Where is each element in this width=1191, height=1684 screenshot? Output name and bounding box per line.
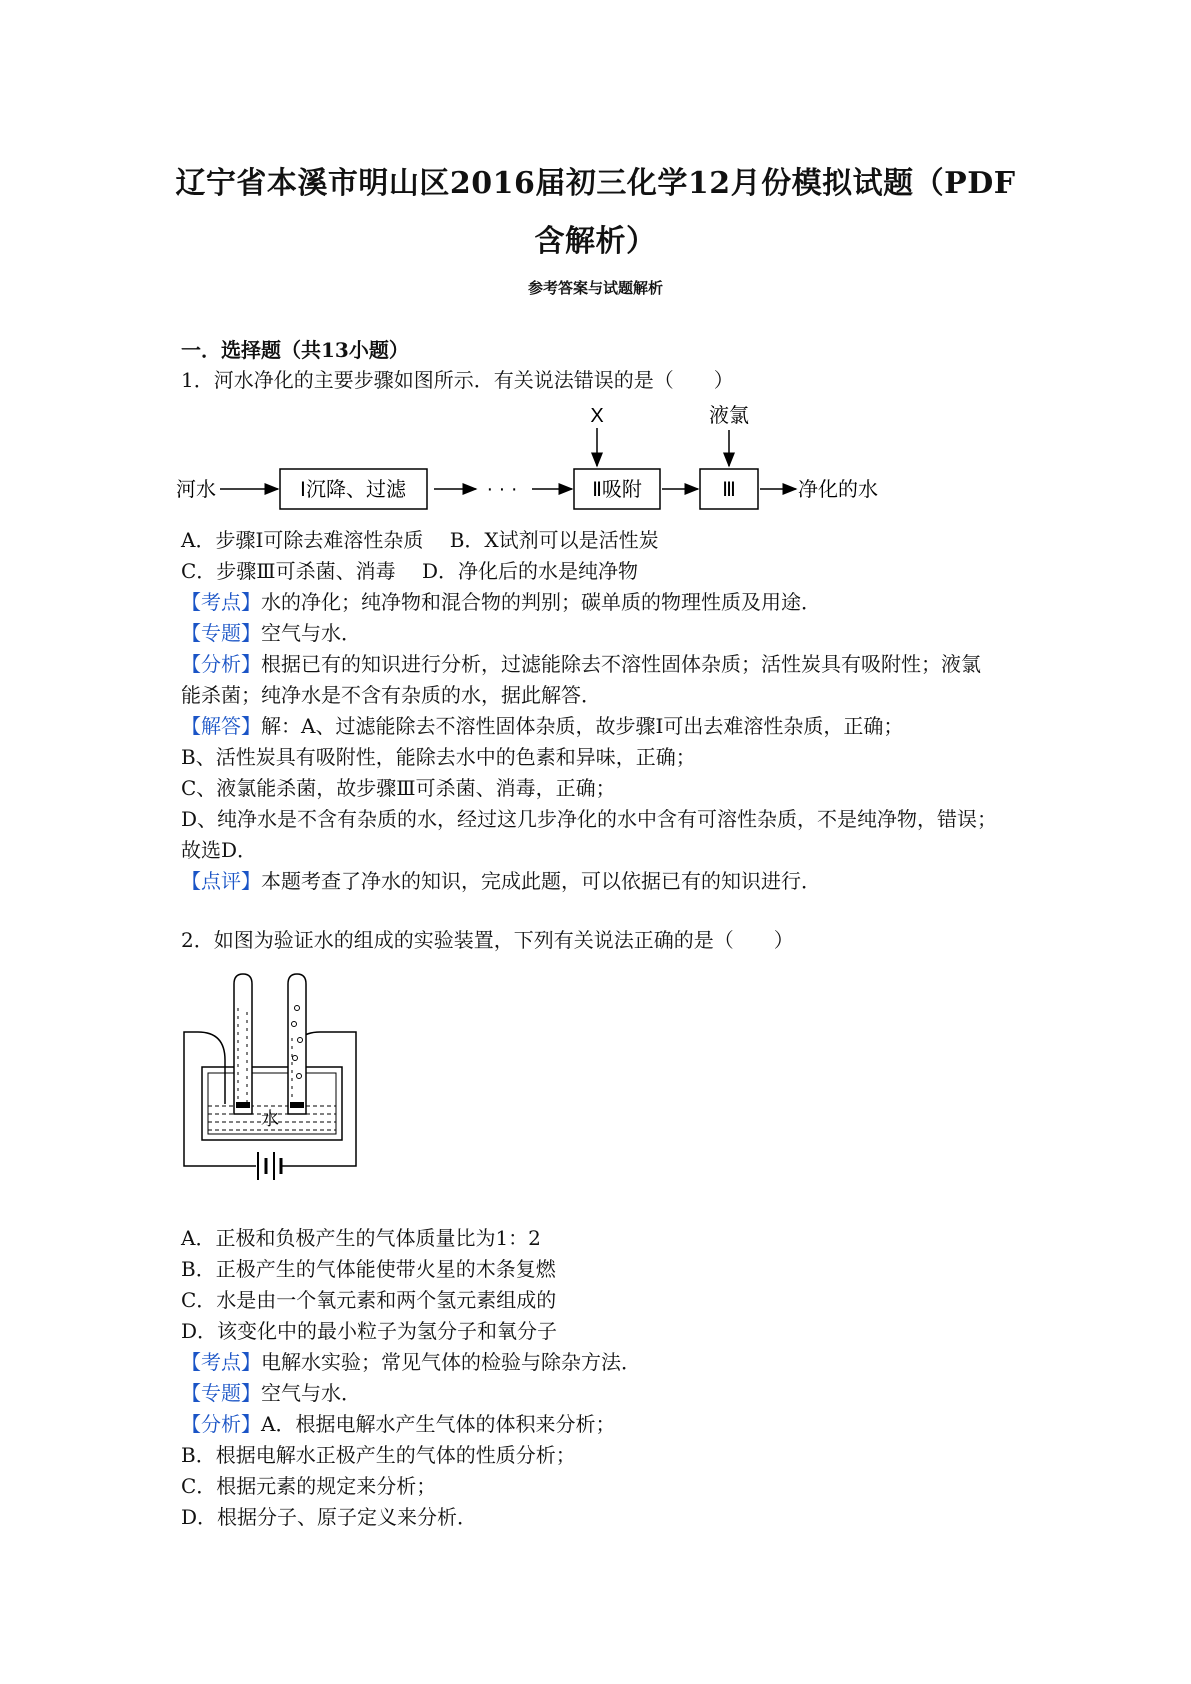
left-electrode <box>236 1102 250 1108</box>
q2-fenxi <box>181 1410 615 1438</box>
q1-options-cd: C．步骤Ⅲ可杀菌、消毒 D．净化后的水是纯净物 <box>181 559 638 583</box>
flow-reagent-x: X <box>590 405 604 427</box>
battery-icon <box>258 1152 281 1180</box>
q2-zhuanti <box>181 1379 361 1407</box>
fenxi-tag: 【分析】 <box>181 652 261 676</box>
q1-stem: 1．河水净化的主要步骤如图所示．有关说法错误的是（ ） <box>181 368 734 392</box>
flow-input-label: 河水 <box>176 479 216 501</box>
document-title-line2: 含解析） <box>534 224 657 259</box>
flow-step1-label: Ⅰ沉降、过滤 <box>300 479 406 501</box>
flow-output-label: 净化的水 <box>798 479 878 501</box>
q2-option-b: B．正极产生的气体能使带火星的木条复燃 <box>181 1257 556 1281</box>
q2-fenxi-d: D．根据分子、原子定义来分析． <box>181 1505 478 1529</box>
q1-zhuanti <box>181 619 361 647</box>
q1-fenxi-cont: 能杀菌；纯净水是不含有杂质的水，据此解答． <box>181 683 601 707</box>
flow-step3-label: Ⅲ <box>722 479 736 501</box>
water-label: 水 <box>261 1109 279 1129</box>
zhuanti-tag: 【专题】 <box>181 621 261 645</box>
document-title-line1: 辽宁省本溪市明山区2016届初三化学12月份模拟试题（PDF <box>175 166 1016 201</box>
q1-jieda <box>181 712 903 740</box>
fenxi-tag: 【分析】 <box>181 1412 261 1436</box>
kaodian-text: 水的净化；纯净物和混合物的判别；碳单质的物理性质及用途． <box>261 590 821 614</box>
jieda-tag: 【解答】 <box>181 714 261 738</box>
q1-options-ab: A．步骤Ⅰ可除去难溶性杂质 B．X试剂可以是活性炭 <box>181 528 659 552</box>
kaodian-tag: 【考点】 <box>181 1350 261 1374</box>
q2-fenxi-c: C．根据元素的规定来分析； <box>181 1474 437 1498</box>
fenxi-text-1: 根据已有的知识进行分析，过滤能除去不溶性固体杂质；活性炭具有吸附性；液氯 <box>261 652 981 676</box>
flow-reagent-chlorine: 液氯 <box>709 405 749 427</box>
dianping-text: 本题考查了净水的知识，完成此题，可以依据已有的知识进行． <box>261 869 821 893</box>
q1-dianping <box>181 867 821 895</box>
zhuanti-text: 空气与水． <box>261 621 361 645</box>
q1-jieda-d: D、纯净水是不含有杂质的水，经过这几步净化的水中含有可溶性杂质，不是纯净物，错误； <box>181 807 998 831</box>
left-test-tube <box>234 974 252 1114</box>
flow-step2-label: Ⅱ吸附 <box>592 479 642 501</box>
right-electrode <box>290 1102 304 1108</box>
document-subtitle: 参考答案与试题解析 <box>527 279 663 297</box>
kaodian-tag: 【考点】 <box>181 590 261 614</box>
zhuanti-text: 空气与水． <box>261 1381 361 1405</box>
zhuanti-tag: 【专题】 <box>181 1381 261 1405</box>
q2-stem: 2．如图为验证水的组成的实验装置，下列有关说法正确的是（ ） <box>181 928 794 952</box>
q2-option-a: A．正极和负极产生的气体质量比为1：2 <box>181 1226 541 1250</box>
q1-flow-diagram <box>176 398 936 523</box>
right-test-tube <box>288 974 306 1114</box>
q2-fenxi-b: B．根据电解水正极产生的气体的性质分析； <box>181 1443 576 1467</box>
kaodian-text: 电解水实验；常见气体的检验与除杂方法． <box>261 1350 641 1374</box>
q1-jieda-c: C、液氯能杀菌，故步骤Ⅲ可杀菌、消毒，正确； <box>181 776 616 800</box>
dianping-tag: 【点评】 <box>181 869 261 893</box>
q1-kaodian <box>181 588 821 616</box>
q1-jieda-answer: 故选D． <box>181 838 258 862</box>
q2-option-d: D．该变化中的最小粒子为氢分子和氧分子 <box>181 1319 558 1343</box>
q1-fenxi <box>181 650 981 678</box>
q2-option-c: C．水是由一个氧元素和两个氢元素组成的 <box>181 1288 557 1312</box>
q2-kaodian <box>181 1348 641 1376</box>
flow-ellipsis: · · · <box>486 478 518 500</box>
fenxi-text-1: A．根据电解水产生气体的体积来分析； <box>261 1412 616 1436</box>
water-trough <box>202 1067 342 1140</box>
section-heading: 一．选择题（共13小题） <box>181 338 409 362</box>
q1-jieda-b: B、活性炭具有吸附性，能除去水中的色素和异味，正确； <box>181 745 696 769</box>
jieda-text-1: 解：A、过滤能除去不溶性固体杂质，故步骤Ⅰ可出去难溶性杂质，正确； <box>261 714 904 738</box>
q2-electrolysis-figure <box>180 968 360 1200</box>
